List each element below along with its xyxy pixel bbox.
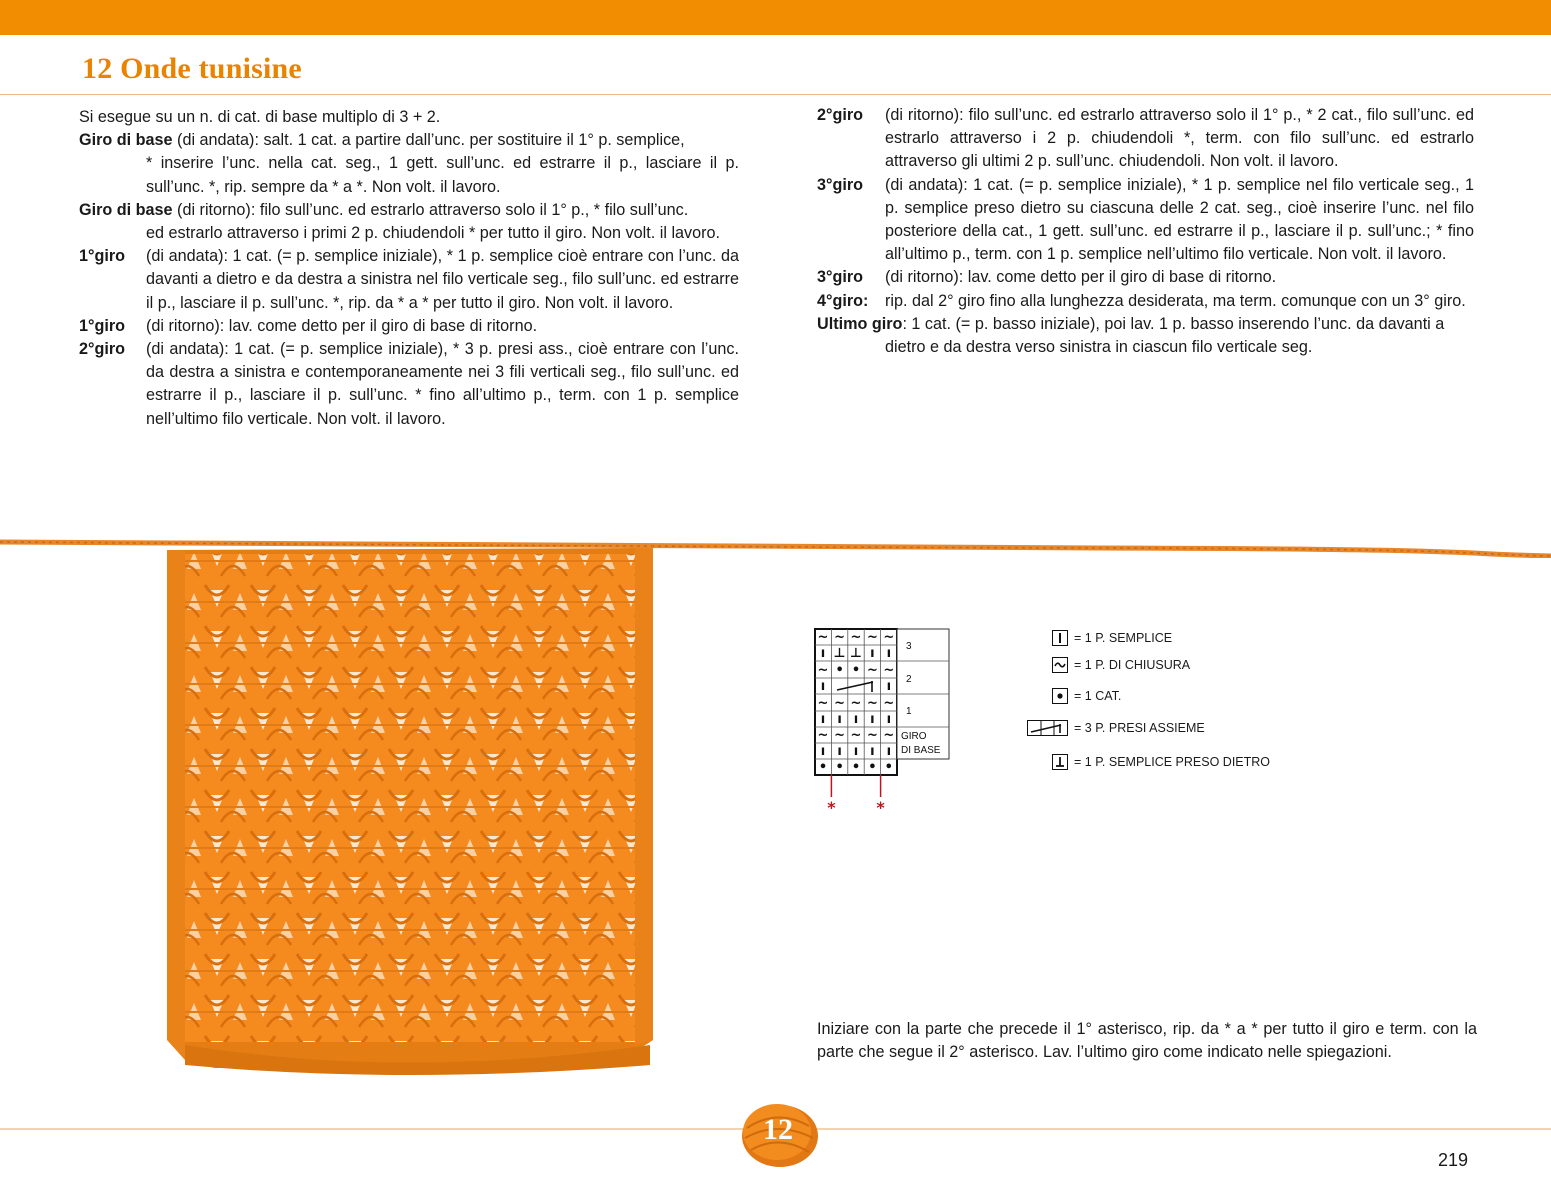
svg-text:~: ~ [817,728,829,743]
title-divider [0,94,1551,95]
svg-text:ı: ı [853,744,859,759]
svg-text:•: • [851,663,861,678]
instruction-text: (di ritorno): filo sull’unc. ed estrarlo attraverso solo il 1° p., * 2 cat., filo sull’unc. ed estrarlo attraverso i 2 p. chiudendoli *, term. con filo sull’unc. ed estrarlo attraverso gli ultimi 2 p. sull’unc. chiudendoli. Non volt. il lavoro. [885,106,1474,171]
instruction-1-giro-ritorno [79,315,739,338]
instruction-giro-di-base-andata [79,129,739,199]
instruction-4-giro [817,290,1474,313]
instruction-text: (di andata): 1 cat. (= p. semplice iniziale), * 1 p. semplice cioè entrare con l’unc. da davanti a dietro e da destra a sinistra nel filo verticale seg., filo sull’unc. ed estrarre il p., lasciare il p. sull’unc. *, rip. da * a * per tutto il giro. Non volt. il lavoro. [146,247,739,312]
svg-text:~: ~ [850,630,862,645]
svg-text:•: • [884,760,893,775]
chart-row-label-giro: GIRO [901,731,927,742]
svg-text:⊥: ⊥ [850,646,862,661]
svg-text:~: ~ [850,696,862,711]
legend-text: = 1 P. SEMPLICE [1074,631,1173,645]
svg-text:ı: ı [837,744,842,759]
instruction-3-giro-andata [817,174,1474,267]
svg-text:~: ~ [817,630,829,645]
svg-text:ı: ı [886,679,892,694]
legend-text: = 1 P. DI CHIUSURA [1074,658,1191,672]
legend-item-chiusura [1052,657,1190,673]
instruction-label: 3°giro [817,175,864,194]
svg-text:~: ~ [834,696,846,711]
legend-text: = 1 CAT. [1074,689,1122,703]
three-together-icon [1027,720,1068,736]
instruction-text: (di ritorno): lav. come detto per il giro di base di ritorno. [885,268,1277,287]
instruction-label: 1°giro [79,247,126,266]
instruction-text: (di andata): 1 cat. (= p. semplice iniziale), * 3 p. presi ass., cioè entrare con l’unc. da destra a sinistra e contemporaneamente nei 3 fili verticali seg., filo sull’unc. ed estrarre il p., lasciare il p. sull’unc. * fino all’ultimo p., term. con 1 p. semplice nell’ultimo filo verticale. Non volt. il lavoro. [146,340,739,428]
svg-text:ı: ı [870,712,875,727]
legend-text: = 1 P. SEMPLICE PRESO DIETRO [1074,755,1271,769]
svg-text:⊥: ⊥ [833,646,846,661]
svg-text:ı: ı [886,646,892,661]
svg-text:•: • [851,760,861,775]
page-number: 219 [1438,1150,1469,1170]
svg-text:~: ~ [850,728,862,743]
instruction-first-line: (di ritorno): filo sull’unc. ed estrarlo attraverso solo il 1° p., * filo sull’unc. [172,200,689,219]
instruction-label: 4°giro: [817,291,869,310]
instruction-label: Ultimo giro [817,314,903,333]
chart-row-label-di-base: DI BASE [901,745,941,756]
svg-text:ı: ı [886,744,892,759]
back-loop-icon [1052,754,1068,770]
svg-text:~: ~ [834,630,846,645]
instruction-label: 2°giro [79,340,126,359]
instruction-2-giro-ritorno [817,104,1474,174]
svg-text:~: ~ [817,663,829,678]
svg-text:~: ~ [866,728,878,743]
instruction-first-line: (di andata): salt. 1 cat. a partire dall’unc. per sostituire il 1° p. semplice, [172,131,685,150]
chart-asterisk-end: * [876,798,885,817]
svg-text:•: • [835,663,844,678]
instruction-text: (di andata): 1 cat. (= p. semplice iniziale), * 1 p. semplice nel filo verticale seg., 1 p. semplice preso dietro su ciascuna delle 2 cat. seg., cioè inserire l’unc. nel filo posteriore della cat., 1 gett. sull’unc. ed estrarre il p., lasciare il p. sull’unc.; * fino all’ultimo p., term. con 1 p. semplice nell’ultimo filo verticale. Non volt. il lavoro. [885,175,1474,264]
instruction-1-giro-andata [79,245,739,315]
svg-text:~: ~ [834,728,846,743]
legend-text: = 3 P. PRESI ASSIEME [1074,721,1205,735]
legend-item-semplice [1052,630,1172,646]
intro-text: Si esegue su un n. di cat. di base multiplo di 3 + 2. [79,108,441,126]
svg-text:~: ~ [883,663,895,678]
instruction-label: 2°giro [817,106,864,124]
svg-text:•: • [835,760,844,775]
chart-note: Iniziare con la parte che precede il 1° asterisco, rip. da * a * per tutto il giro e term. con la parte che segue il 2° asterisco. Lav. l’ultimo giro come indicato nelle spiegazioni. [817,1020,1477,1062]
top-accent-bar [0,0,1551,35]
instruction-label: 1°giro [79,316,126,335]
svg-text:ı: ı [837,712,842,727]
svg-text:~: ~ [866,630,878,645]
instruction-giro-di-base-ritorno [79,199,739,245]
instruction-2-giro-andata [79,338,739,431]
svg-text:~: ~ [866,663,878,678]
instruction-text: (di ritorno): lav. come detto per il giro di base di ritorno. [146,316,538,335]
instruction-label: Giro di base [79,131,173,150]
svg-text:ı: ı [870,744,875,759]
svg-text:ı: ı [870,646,875,661]
svg-text:~: ~ [817,696,829,711]
legend-item-presi-assieme [1027,720,1205,736]
svg-text:ı: ı [853,712,859,727]
chart-row-label-1: 1 [906,706,912,717]
svg-text:ı: ı [820,646,826,661]
instruction-ultimo-giro [817,313,1474,359]
svg-text:~: ~ [883,728,895,743]
stitch-chart [805,622,965,817]
pattern-number: 12 [763,1113,793,1146]
tilde-icon [1052,657,1068,673]
svg-text:ı: ı [820,679,826,694]
svg-text:~: ~ [883,696,895,711]
svg-text:ı: ı [886,712,892,727]
instructions-right-column [817,104,1474,359]
instruction-continued: dietro e da destra verso sinistra in ciascun filo verticale seg. [885,338,1313,357]
instruction-first-line: : 1 cat. (= p. basso iniziale), poi lav. 1 p. basso inserendo l’unc. da davanti a [902,314,1445,333]
instruction-continued: ed estrarlo attraverso i primi 2 p. chiudendoli * per tutto il giro. Non volt. il lavoro. [146,224,721,243]
legend-item-cat [1052,688,1121,704]
vertical-bar-icon [1052,630,1068,646]
chart-asterisk-start: * [827,798,836,817]
svg-text:ı: ı [820,744,826,759]
svg-text:ı: ı [820,712,826,727]
svg-text:~: ~ [866,696,878,711]
svg-text:•: • [868,760,877,775]
chart-row-label-3: 3 [906,641,912,652]
instruction-label: Giro di base [79,200,173,219]
instructions-left-column [79,106,739,431]
instruction-label: 3°giro [817,268,864,287]
instruction-3-giro-ritorno [817,266,1474,289]
svg-text:•: • [818,760,828,775]
dot-icon [1052,688,1068,704]
crochet-swatch-photo [155,540,665,1080]
instruction-text: rip. dal 2° giro fino alla lunghezza desiderata, ma term. comunque con un 3° giro. [885,291,1466,310]
legend-item-preso-dietro [1052,754,1270,770]
chart-row-label-2: 2 [906,674,912,685]
page-title: 12 Onde tunisine [82,52,302,85]
svg-text:~: ~ [883,630,895,645]
instruction-continued: * inserire l’unc. nella cat. seg., 1 gett. sull’unc. ed estrarre il p., lasciare il p. sull’unc. *, rip. sempre da * a *. Non volt. il lavoro. [146,154,739,196]
